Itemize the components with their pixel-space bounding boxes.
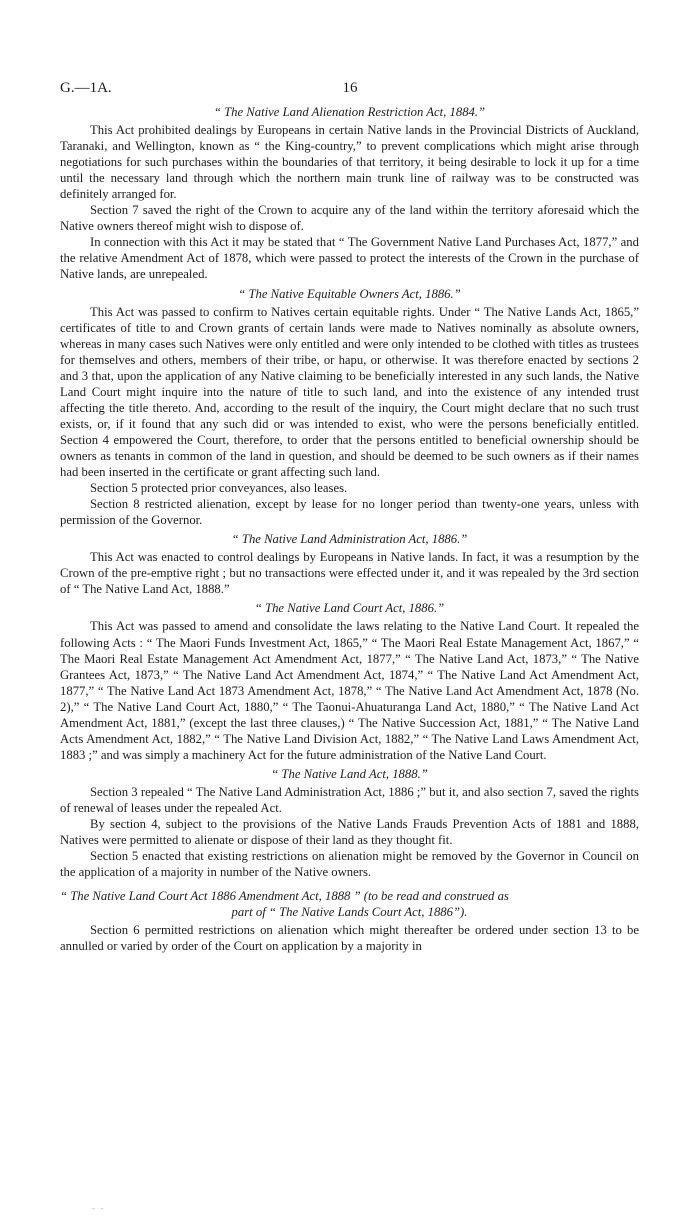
section-title-line1: “ The Native Land Court Act 1886 Amendment Act, 1888 ” (to be read and construed as [60,889,509,904]
paragraph: This Act was passed to confirm to Natives certain equitable rights. Under “ The Native Lands Act, 1865,” certificates of title to and Crown grants of certain lands were made to Natives nominally as absolute owners, whereas in many cases such Natives were only entitled and were only intended to be clothed with titles as trustees for themselves and others, members of their tribe, or hapu, or otherwise. It was therefore enacted by sections 2 and 3 that, upon the application of any Native claiming to be beneficially interested in any such lands, the Native Land Court might inquire into the nature of title to such land, and into the existence of any intended trust affecting the title thereto. And, according to the result of the inquiry, the Court might declare that no such trust exists, or, if it found that any such did or was intended to exist, who were the persons beneficially entitled. Section 4 empowered the Court, therefore, to order that the persons entitled to beneficial ownership should be owners as tenants in common of the land in question, and should be deemed to be such owners as if their names had been inserted in the certificate or grant affecting such land. [60,304,639,480]
paragraph: Section 5 protected prior conveyances, also leases. [90,481,348,496]
section-title: “ The Native Land Act, 1888.” [271,766,428,781]
paragraph: Section 7 saved the right of the Crown to acquire any of the land within the territory aforesaid which the Native owners thereof might wish to dispose of. [60,203,639,234]
paragraph: Section 8 restricted alienation, except by lease for no longer period than twenty-one years, unless with permission of the Governor. [60,497,639,528]
paragraph: In connection with this Act it may be stated that “ The Government Native Land Purchases Act, 1877,” and the relative Amendment Act of 1878, which were passed to protect the interests of the Crown in the purchase of Native lands, are unrepealed. [60,235,639,282]
paper-reference: G.—1A. [60,80,112,96]
section-title: “ The Native Land Administration Act, 1886.” [231,532,468,547]
paragraph: This Act prohibited dealings by Europeans in certain Native lands in the Provincial Districts of Auckland, Taranaki, and Wellington, known as “ the King-country,” to prevent complications which might arise through negotiations for such purchases within the boundaries of that territory, it being desirable to lock it up for a time until the necessary land through which the northern main trunk line of railway was to be constructed was definitely arranged for. [60,123,639,202]
footer-mark: - - [92,1204,106,1213]
paragraph: This Act was enacted to control dealings by Europeans in Native lands. In fact, it was a resumption by the Crown of the pre-emptive right ; but no transactions were effected under it, and it was repealed by the 3rd section of “ The Native Land Act, 1888.” [60,550,639,597]
section-title-long [60,888,639,920]
paragraph: This Act was passed to amend and consolidate the laws relating to the Native Land Court. It repealed the following Acts : “ The Maori Funds Investment Act, 1865,” “ The Maori Real Estate Management Act, 1867,” “ The Maori Real Estate Management Act Amendment Act, 1877,” “ The Native Land Act, 1873,” “ The Native Grantees Act, 1873,” “ The Native Land Act Amendment Act, 1874,” “ The Native Land Act Amendment Act, 1877,” “ The Native Land Act 1873 Amendment Act, 1878,” “ The Native Land Act Amendment Act, 1878 (No. 2),” “ The Native Land Court Act, 1880,” “ The Taonui-Ahuaturanga Land Act, 1880,” “ The Native Land Act Amendment Act, 1881,” (except the last three clauses,) “ The Native Succession Act, 1881,” “ The Native Land Acts Amendment Act, 1882,” “ The Native Land Division Act, 1882,” “ The Native Land Laws Amendment Act, 1883 ;” and was simply a machinery Act for the future administration of the Native Land Court. [60,619,639,762]
section-title-line2: part of “ The Native Lands Court Act, 1886”). [231,905,468,920]
paragraph: By section 4, subject to the provisions of the Native Lands Frauds Prevention Acts of 1881 and 1888, Natives were permitted to alienate or dispose of their land as they thought fit. [60,817,639,848]
section-title: “ The Native Land Alienation Restriction Act, 1884.” [213,105,486,119]
section-title: “ The Native Land Court Act, 1886.” [254,601,445,616]
document-body [60,104,639,954]
paragraph: Section 6 permitted restrictions on alienation which might thereafter be ordered under section 13 to be annulled or varied by order of the Court on application by a majority in [60,923,639,954]
page-number: 16 [342,80,358,96]
section-title: “ The Native Equitable Owners Act, 1886.” [238,286,461,301]
page-header [60,80,640,100]
paragraph: Section 5 enacted that existing restrictions on alienation might be removed by the Governor in Council on the application of a majority in number of the Native owners. [60,849,639,880]
paragraph: Section 3 repealed “ The Native Land Administration Act, 1886 ;” but it, and also section 7, saved the rights of renewal of leases under the repealed Act. [60,784,639,815]
